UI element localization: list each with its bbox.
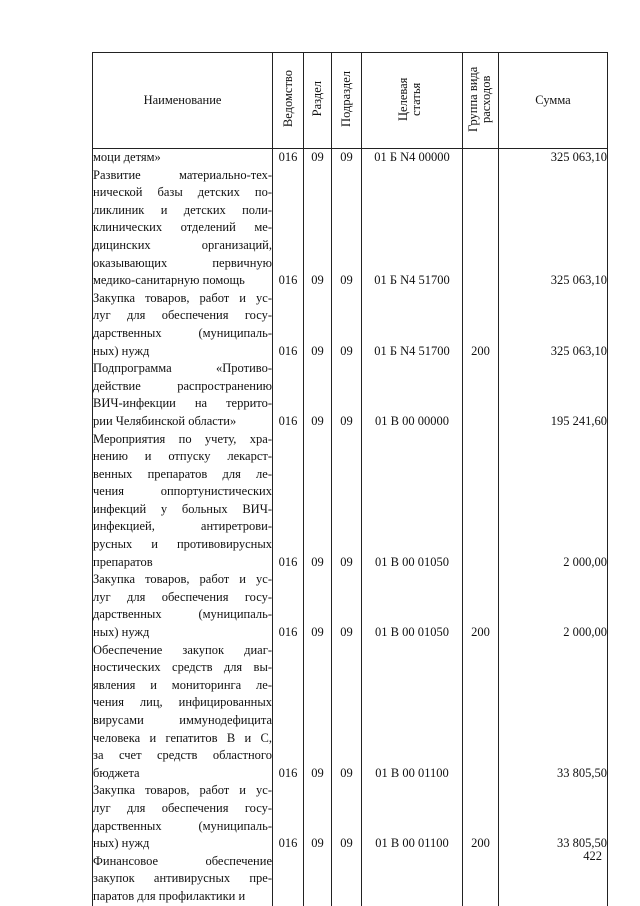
- row-summa-cell: 33 805,50: [499, 642, 608, 783]
- row-podrazdel-cell: 09: [332, 290, 362, 360]
- row-name-line: Развитие материально-тех-: [93, 167, 272, 182]
- row-name-line: нению и отпуску лекарст-: [93, 449, 272, 464]
- row-razdel-cell: [304, 853, 332, 906]
- row-name-line: Закупка товаров, работ и ус-: [93, 290, 272, 305]
- row-name-line: чения лиц, инфицированных: [93, 695, 272, 710]
- row-podrazdel-cell: 09: [332, 642, 362, 783]
- table-row: [93, 571, 608, 641]
- row-name-line: препаратов: [93, 554, 153, 569]
- row-razdel-cell: 09: [304, 149, 332, 167]
- table-header-row: [93, 53, 608, 149]
- row-name-line: инфекцией, антиретрови-: [93, 519, 272, 534]
- table-row: [93, 167, 608, 290]
- row-name-cell: [93, 782, 273, 852]
- row-name-line: Финансовое обеспечение: [93, 853, 272, 868]
- row-gruppa-cell: [463, 149, 499, 167]
- row-summa-cell: 2 000,00: [499, 571, 608, 641]
- row-vedomstvo-cell: [273, 853, 304, 906]
- table-row: [93, 782, 608, 852]
- row-podrazdel-cell: 09: [332, 571, 362, 641]
- row-celevaya-statya-cell: 01 В 00 01100: [362, 642, 463, 783]
- row-name-line: закупок антивирусных пре-: [93, 871, 272, 886]
- row-gruppa-cell: [463, 360, 499, 430]
- row-razdel-cell: 09: [304, 571, 332, 641]
- row-summa-cell: 325 063,10: [499, 149, 608, 167]
- header-gruppa-vida-rashodov: Группа вида расходов: [463, 53, 499, 149]
- row-name-line: инфекций у больных ВИЧ-: [93, 501, 272, 516]
- page-number: 422: [583, 849, 602, 863]
- row-vedomstvo-cell: 016: [273, 290, 304, 360]
- header-podrazdel: Подраздел: [332, 53, 362, 149]
- row-name-line: Подпрограмма «Противо-: [93, 361, 272, 376]
- row-name-line: Закупка товаров, работ и ус-: [93, 572, 272, 587]
- row-celevaya-statya-cell: 01 В 00 00000: [362, 360, 463, 430]
- row-name-line: действие распространению: [93, 378, 272, 393]
- row-name-line: ных) нужд: [93, 836, 150, 851]
- row-razdel-cell: 09: [304, 431, 332, 572]
- row-name-line: чения оппортунистических: [93, 484, 272, 499]
- header-summa: Сумма: [499, 53, 608, 149]
- row-podrazdel-cell: 09: [332, 431, 362, 572]
- row-name-cell: [93, 431, 273, 572]
- row-name-line: луг для обеспечения госу-: [93, 589, 272, 604]
- row-name-line: русных и противовирусных: [93, 537, 272, 552]
- row-podrazdel-cell: 09: [332, 360, 362, 430]
- row-name-line: рии Челябинской области»: [93, 413, 237, 428]
- row-name-line: ликлиник и детских поли-: [93, 202, 272, 217]
- row-celevaya-statya-cell: 01 В 00 01050: [362, 571, 463, 641]
- row-celevaya-statya-cell: 01 В 00 01050: [362, 431, 463, 572]
- row-name-line: клинических отделений ме-: [93, 220, 272, 235]
- row-vedomstvo-cell: 016: [273, 149, 304, 167]
- row-name-line: Обеспечение закупок диаг-: [93, 642, 272, 657]
- row-name-line: явления и мониторинга ле-: [93, 677, 272, 692]
- row-gruppa-cell: [463, 167, 499, 290]
- row-name-line: человека и гепатитов В и С,: [93, 730, 272, 745]
- row-razdel-cell: 09: [304, 642, 332, 783]
- row-name-line: ных) нужд: [93, 343, 150, 358]
- row-name-line: медико-санитарную помощь: [93, 273, 245, 288]
- row-vedomstvo-cell: 016: [273, 431, 304, 572]
- row-vedomstvo-cell: 016: [273, 360, 304, 430]
- row-gruppa-cell: [463, 431, 499, 572]
- row-name-cell: [93, 360, 273, 430]
- row-name-cell: [93, 149, 273, 167]
- row-celevaya-statya-cell: 01 Б N4 00000: [362, 149, 463, 167]
- row-name-cell: [93, 642, 273, 783]
- row-name-line: ностических средств для вы-: [93, 660, 272, 675]
- row-name-line: луг для обеспечения госу-: [93, 800, 272, 815]
- table-row: [93, 642, 608, 783]
- table-row: [93, 853, 608, 906]
- row-name-line: моци детям»: [93, 150, 161, 164]
- row-summa-cell: 2 000,00: [499, 431, 608, 572]
- row-celevaya-statya-cell: 01 Б N4 51700: [362, 167, 463, 290]
- row-podrazdel-cell: 09: [332, 782, 362, 852]
- table-row: [93, 290, 608, 360]
- row-celevaya-statya-cell: 01 В 00 01100: [362, 782, 463, 852]
- row-name-cell: [93, 290, 273, 360]
- row-razdel-cell: 09: [304, 782, 332, 852]
- row-name-line: дицинских организаций,: [93, 237, 272, 252]
- row-gruppa-cell: 200: [463, 290, 499, 360]
- table-row: [93, 149, 608, 167]
- row-name-cell: [93, 167, 273, 290]
- table-row: [93, 431, 608, 572]
- row-name-line: дарственных (муниципаль-: [93, 607, 272, 622]
- row-name-line: паратов для профилактики и: [93, 888, 246, 903]
- row-podrazdel-cell: 09: [332, 149, 362, 167]
- row-name-cell: [93, 853, 273, 906]
- row-name-line: ных) нужд: [93, 625, 150, 640]
- table-body: [93, 149, 608, 906]
- row-summa-cell: 325 063,10: [499, 167, 608, 290]
- header-vedomstvo: Ведомство: [273, 53, 304, 149]
- row-vedomstvo-cell: 016: [273, 782, 304, 852]
- row-gruppa-cell: [463, 853, 499, 906]
- row-gruppa-cell: 200: [463, 571, 499, 641]
- header-name: Наименование: [93, 53, 273, 149]
- row-podrazdel-cell: [332, 853, 362, 906]
- row-name-line: вирусами иммунодефицита: [93, 713, 272, 727]
- row-vedomstvo-cell: 016: [273, 642, 304, 783]
- row-name-line: дарственных (муниципаль-: [93, 325, 272, 340]
- row-vedomstvo-cell: 016: [273, 571, 304, 641]
- row-celevaya-statya-cell: 01 Б N4 51700: [362, 290, 463, 360]
- row-razdel-cell: 09: [304, 290, 332, 360]
- row-name-line: дарственных (муниципаль-: [93, 818, 272, 833]
- row-gruppa-cell: 200: [463, 782, 499, 852]
- row-vedomstvo-cell: 016: [273, 167, 304, 290]
- row-name-line: Закупка товаров, работ и ус-: [93, 783, 272, 798]
- row-gruppa-cell: [463, 642, 499, 783]
- row-name-line: венных препаратов для ле-: [93, 466, 272, 481]
- row-summa-cell: 325 063,10: [499, 290, 608, 360]
- row-celevaya-statya-cell: [362, 853, 463, 906]
- row-name-line: ВИЧ-инфекции на террито-: [93, 396, 272, 411]
- row-name-line: луг для обеспечения госу-: [93, 308, 272, 323]
- table-row: [93, 360, 608, 430]
- row-summa-cell: 195 241,60: [499, 360, 608, 430]
- row-name-cell: [93, 571, 273, 641]
- row-name-line: за счет средств областного: [93, 748, 272, 763]
- budget-table: [92, 52, 608, 906]
- row-razdel-cell: 09: [304, 360, 332, 430]
- row-name-line: оказывающих первичную: [93, 255, 272, 270]
- row-razdel-cell: 09: [304, 167, 332, 290]
- row-name-line: бюджета: [93, 765, 140, 780]
- row-summa-cell: 33 805,50: [499, 782, 608, 852]
- row-podrazdel-cell: 09: [332, 167, 362, 290]
- row-name-line: нической базы детских по-: [93, 185, 272, 200]
- header-celevaya-statya: Целевая статья: [362, 53, 463, 149]
- header-razdel: Раздел: [304, 53, 332, 149]
- row-name-line: Мероприятия по учету, хра-: [93, 431, 272, 446]
